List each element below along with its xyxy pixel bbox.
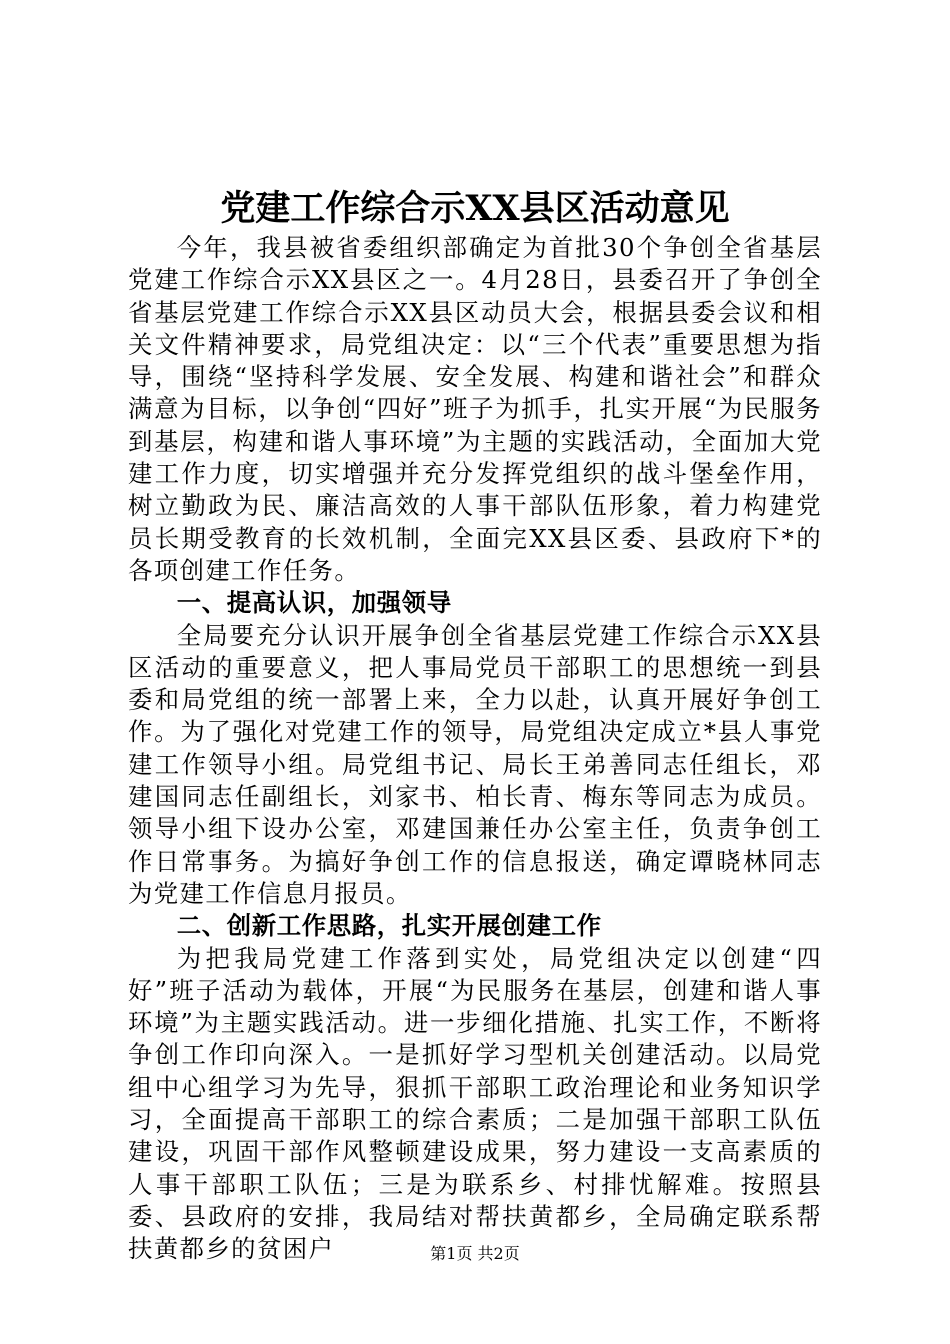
section-1-paragraph: 全局要充分认识开展争创全省基层党建工作综合示XX县区活动的重要意义，把人事局党员干部职工的思想统一到县委和局党组的统一部署上来，全力以赴，认真开展好争创工作。为了强化对党建工作的领导，局党组决定成立*县人事党建工作领导小组。局党组书记、局长王弟善同志任组长，邓建国同志任副组长，刘家书、柏长青、梅东等同志为成员。领导小组下设办公室，邓建国兼任办公室主任，负责争创工作日常事务。为搞好争创工作的信息报送，确定谭晓林同志为党建工作信息月报员。	[128, 620, 822, 908]
document-body	[128, 232, 822, 1266]
document-title: 党建工作综合示XX县区活动意见	[220, 188, 730, 229]
intro-paragraph: 今年，我县被省委组织部确定为首批30个争创全省基层党建工作综合示XX县区之一。4月28日，县委召开了争创全省基层党建工作综合示XX县区动员大会，根据县委会议和相关文件精神要求，局党组决定：以“三个代表”重要思想为指导，围绕“坚持科学发展、安全发展、构建和谐社会”和群众满意为目标，以争创“四好”班子为抓手，扎实开展“为民服务到基层，构建和谐人事环境”为主题的实践活动，全面加大党建工作力度，切实增强并充分发挥党组织的战斗堡垒作用，树立勤政为民、廉洁高效的人事干部队伍形象，着力构建党员长期受教育的长效机制，全面完XX县区委、县政府下*的各项创建工作任务。	[128, 233, 822, 585]
section-2-heading: 二、创新工作思路，扎实开展创建工作	[176, 911, 602, 941]
page-number-footer: 第1页 共2页	[430, 1244, 520, 1263]
section-1-heading: 一、提高认识，加强领导	[176, 588, 452, 618]
section-2-paragraph: 为把我局党建工作落到实处，局党组决定以创建“四好”班子活动为载体，开展“为民服务在基层，创建和谐人事环境”为主题实践活动。进一步细化措施、扎实工作，不断将争创工作印向深入。一是抓好学习型机关创建活动。以局党组中心组学习为先导，狠抓干部职工政治理论和业务知识学习，全面提高干部职工的综合素质；二是加强干部职工队伍建设，巩固干部作风整顿建设成果，努力建设一支高素质的人事干部职工队伍；三是为联系乡、村排忧解难。按照县委、县政府的安排，我局结对帮扶黄都乡，全局确定联系帮扶黄都乡的贫困户	[128, 943, 822, 1264]
